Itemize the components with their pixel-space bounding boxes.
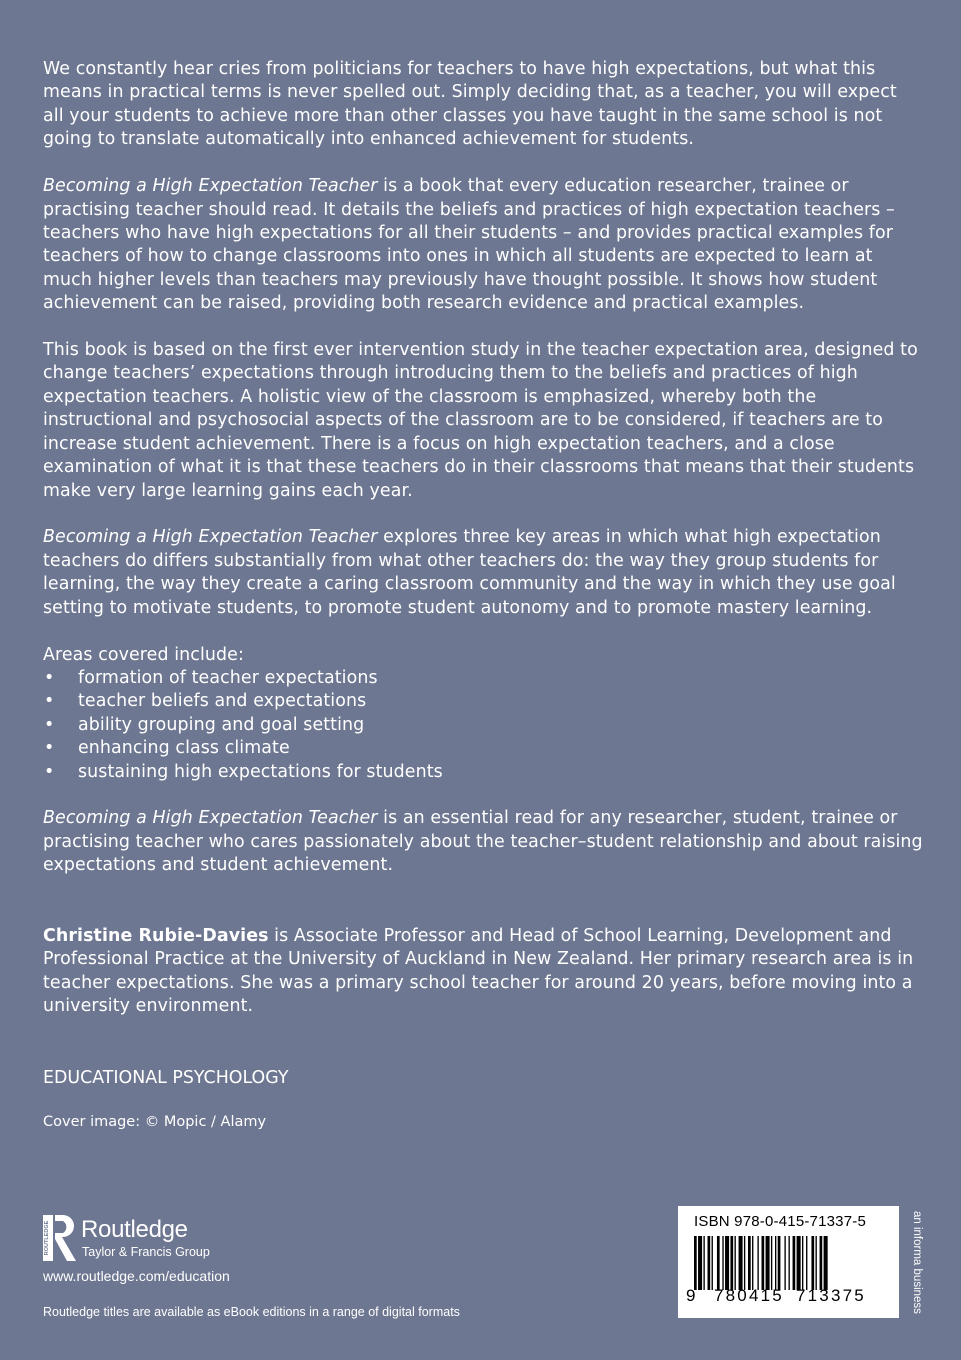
barcode-bar xyxy=(820,1236,823,1290)
areas-intro: Areas covered include: xyxy=(43,644,244,665)
barcode-digits-left: 780415 xyxy=(714,1286,784,1305)
subject-category: EDUCATIONAL PSYCHOLOGY xyxy=(43,1068,289,1088)
barcode-bar xyxy=(802,1236,803,1290)
publisher-group: Taylor & Francis Group xyxy=(82,1245,210,1259)
barcode-bar xyxy=(771,1236,772,1290)
back-cover-text xyxy=(43,58,923,1042)
author-name: Christine Rubie-Davies xyxy=(43,925,269,946)
barcode-bar xyxy=(793,1236,796,1290)
publisher-url[interactable]: www.routledge.com/education xyxy=(43,1268,230,1284)
barcode-bar xyxy=(708,1236,711,1290)
list-item: • teacher beliefs and expectations xyxy=(43,690,923,713)
barcode-bar xyxy=(722,1236,723,1290)
blurb-paragraph-3: This book is based on the first ever intervention study in the teacher expectation area, designed to change teachers’ expectations through introducing them to the beliefs and practices of high expectation teachers. A holistic view of the classroom is emphasized, whereby both the instructional and psychosocial aspects of the classroom are to be considered, if teachers are to increase student achievement. There is a focus on high expectation teachers, and a close examination of what it is that these teachers do in their classrooms that means that their students make very large learning gains each year. xyxy=(43,340,918,501)
blurb-paragraph-2: Becoming a High Expectation Teacher is a book that every education researcher, trainee or practising teacher should read. It details the beliefs and practices of high expectation teachers – teachers who have high expectations for all their students – and provides practical examples for teachers of how to change classrooms into ones in which all students are expected to learn at much higher levels than teachers may previously have thought possible. It shows how student achievement can be raised, providing both research evidence and practical examples. xyxy=(43,176,895,314)
barcode-bar xyxy=(703,1236,704,1290)
barcode-bar xyxy=(694,1236,697,1290)
ebook-note: Routledge titles are available as eBook editions in a range of digital formats xyxy=(43,1305,460,1319)
blurb-paragraph-5: Becoming a High Expectation Teacher is an essential read for any researcher, student, trainee or practising teacher who cares passionately about the teacher–student relationship and about raising expectations and student achievement. xyxy=(43,808,923,876)
list-item: • sustaining high expectations for students xyxy=(43,761,923,784)
barcode-bar xyxy=(784,1236,785,1290)
barcode-bar xyxy=(725,1236,729,1290)
barcode-digit-first: 9 xyxy=(686,1286,696,1305)
barcode-bar xyxy=(748,1236,751,1290)
barcode-bar xyxy=(775,1236,776,1290)
blurb-paragraph-4: Becoming a High Expectation Teacher explores three key areas in which what high expectation teachers do differs substantially from what other teachers do: the way they group students for learning, the way they create a caring classroom community and the way in which they use goal setting to motivate students, to promote student autonomy and to promote mastery learning. xyxy=(43,527,896,618)
barcode-bar xyxy=(806,1236,807,1290)
barcode-bar xyxy=(712,1236,713,1290)
barcode-bar xyxy=(797,1236,801,1290)
barcode-bars xyxy=(692,1236,885,1292)
publisher-name: Routledge xyxy=(81,1216,188,1243)
barcode-bar xyxy=(824,1236,828,1290)
barcode-bar xyxy=(744,1236,745,1290)
barcode-digits-right: 713375 xyxy=(796,1286,866,1305)
isbn-barcode xyxy=(678,1206,899,1318)
routledge-r-icon xyxy=(43,1213,79,1263)
barcode-bar xyxy=(735,1236,736,1290)
author-bio: Christine Rubie-Davies is Associate Professor and Head of School Learning, Development and Professional Practice at the University of Auckland in New Zealand. Her primary research area is in teacher expectations. She was a primary school teacher for around 20 years, before moving into a university environment. xyxy=(43,925,914,1016)
book-title: Becoming a High Expectation Teacher xyxy=(43,808,378,829)
list-item: • ability grouping and goal setting xyxy=(43,714,923,737)
areas-list xyxy=(43,667,923,784)
list-item: • formation of teacher expectations xyxy=(43,667,923,690)
barcode-bar xyxy=(816,1236,817,1290)
isbn-label: ISBN 978-0-415-71337-5 xyxy=(694,1213,867,1230)
cover-image-credit: Cover image: © Mopic / Alamy xyxy=(43,1114,267,1130)
list-item: • enhancing class climate xyxy=(43,737,923,760)
svg-text:ROUTLEDGE: ROUTLEDGE xyxy=(44,1220,50,1256)
informa-business-note: an informa business xyxy=(911,1211,923,1314)
book-title: Becoming a High Expectation Teacher xyxy=(43,176,378,197)
book-title: Becoming a High Expectation Teacher xyxy=(43,527,378,548)
barcode-bar xyxy=(766,1236,770,1290)
barcode-bar xyxy=(730,1236,733,1290)
barcode-bar xyxy=(757,1236,758,1290)
barcode-bar xyxy=(698,1236,702,1290)
barcode-bar xyxy=(811,1236,814,1290)
blurb-paragraph-1: We constantly hear cries from politicians for teachers to have high expectations, but what this means in practical terms is never spelled out. Simply deciding that, as a teacher, you will expect all your students to achieve more than other classes you have taught in the same school is not going to translate automatically into enhanced achievement for students. xyxy=(43,59,897,150)
routledge-logo xyxy=(43,1213,243,1265)
barcode-bar xyxy=(752,1236,753,1290)
barcode-bar xyxy=(739,1236,743,1290)
barcode-bar xyxy=(717,1236,720,1290)
barcode-bar xyxy=(789,1236,790,1290)
areas-covered xyxy=(43,644,923,784)
barcode-bar xyxy=(762,1236,765,1290)
barcode-bar xyxy=(778,1236,781,1290)
